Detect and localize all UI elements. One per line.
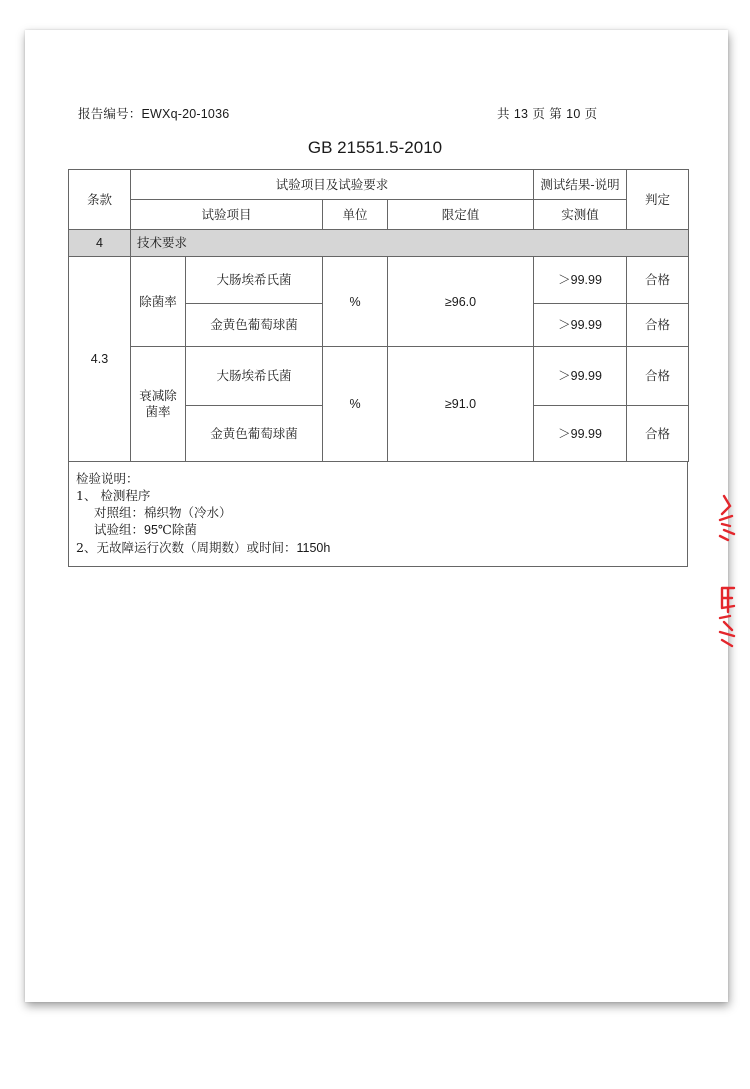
header-unit: 单位	[323, 200, 388, 230]
test-results-table	[68, 169, 689, 462]
page-current: 10	[566, 107, 581, 121]
report-number-label: 报告编号：	[78, 106, 142, 121]
table-header-row	[69, 170, 689, 200]
group-name	[131, 347, 186, 462]
control-label: 对照组：	[94, 505, 145, 520]
notes-test-group	[76, 521, 687, 539]
header-test-group: 试验项目及试验要求	[131, 170, 534, 200]
page-total-prefix: 共	[497, 106, 510, 121]
table-row	[69, 347, 689, 406]
unit-value: %	[323, 347, 388, 462]
standard-title: GB 21551.5-2010	[307, 138, 443, 157]
table-subheader-row	[69, 200, 689, 230]
header-item: 试验项目	[131, 200, 323, 230]
header-clause: 条款	[69, 170, 131, 230]
limit-value: ≥96.0	[388, 257, 534, 347]
seal-stamp-icon	[714, 490, 738, 650]
notes-item-1: 1、 检测程序	[76, 488, 151, 503]
group-name-line1: 衰减除	[139, 388, 177, 403]
notes-title: 检验说明：	[76, 471, 139, 486]
page-current-prefix: 第	[549, 106, 562, 121]
header-result-group: 测试结果-说明	[534, 170, 627, 200]
organism-name: 大肠埃希氏菌	[186, 257, 323, 304]
report-number	[78, 104, 229, 122]
table-row	[69, 257, 689, 304]
test-label: 试验组：	[94, 522, 145, 537]
verdict-value: 合格	[627, 257, 689, 304]
section-row	[69, 230, 689, 257]
verdict-value: 合格	[627, 406, 689, 462]
limit-value: ≥91.0	[388, 347, 534, 462]
section-clause: 4	[69, 230, 131, 257]
test-temperature: 95	[144, 523, 158, 537]
header-limit: 限定值	[388, 200, 534, 230]
header-verdict: 判定	[627, 170, 689, 230]
page-indicator	[497, 104, 597, 122]
verdict-value: 合格	[627, 304, 689, 347]
unit-value: %	[323, 257, 388, 347]
organism-name: 金黄色葡萄球菌	[186, 406, 323, 462]
section-title: 技术要求	[131, 230, 689, 257]
organism-name: 金黄色葡萄球菌	[186, 304, 323, 347]
group-name-line2: 菌率	[145, 404, 171, 419]
header-measured: 实测值	[534, 200, 627, 230]
item2-value: 1150h	[296, 541, 331, 555]
measured-value: ＞99.99	[534, 257, 627, 304]
control-value: 棉织物（冷水）	[144, 505, 232, 520]
test-notes	[68, 462, 688, 567]
report-number-value: EWXq-20-1036	[141, 107, 230, 121]
page-total: 13	[513, 107, 529, 121]
group-name: 除菌率	[131, 257, 186, 347]
verdict-value: 合格	[627, 347, 689, 406]
organism-name: 大肠埃希氏菌	[186, 347, 323, 406]
clause-number: 4.3	[69, 257, 131, 462]
notes-item-2	[76, 539, 687, 557]
measured-value: ＞99.99	[534, 304, 627, 347]
item2-label: 2、无故障运行次数（周期数）或时间：	[76, 540, 297, 555]
page-total-suffix: 页	[532, 106, 546, 121]
measured-value: ＞99.99	[534, 406, 627, 462]
measured-value: ＞99.99	[534, 347, 627, 406]
test-value: ℃除菌	[157, 522, 197, 537]
notes-control-group	[76, 504, 687, 521]
page-current-suffix: 页	[584, 106, 598, 121]
